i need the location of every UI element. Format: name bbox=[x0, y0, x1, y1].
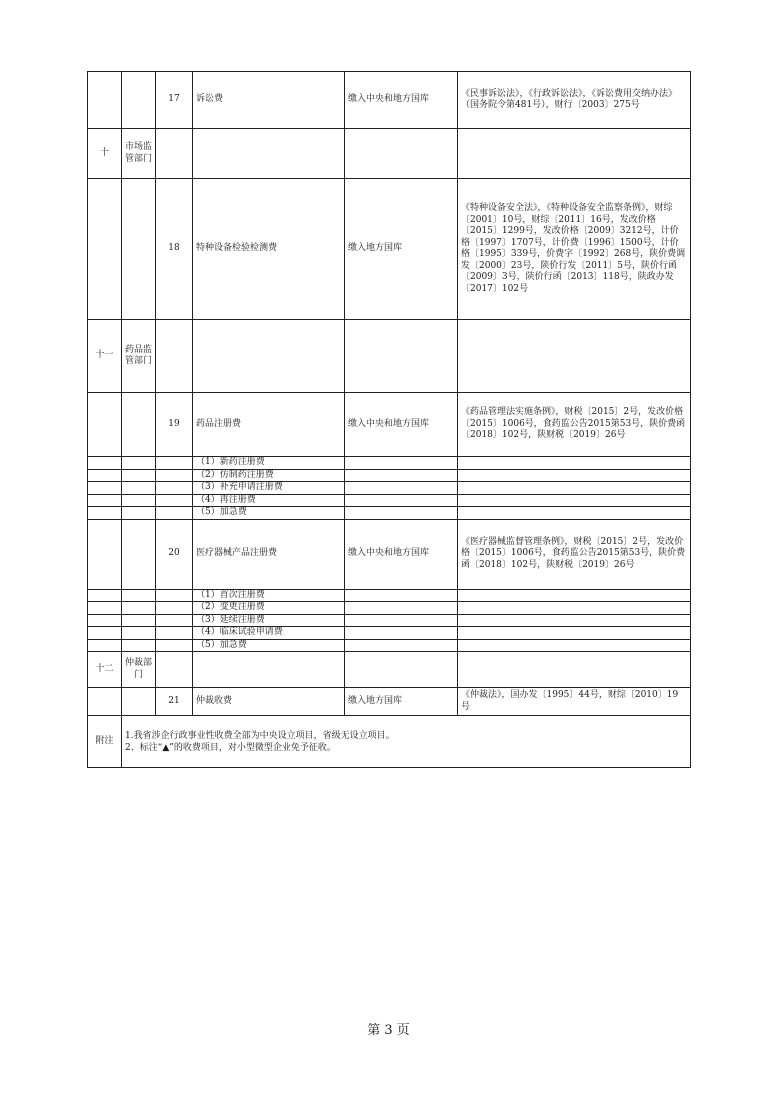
section-row bbox=[88, 129, 691, 179]
sub-fee-name: （2）变更注册费 bbox=[193, 602, 345, 615]
note-line: 2、标注“▲”的收费项目，对小型微型企业免予征收。 bbox=[125, 742, 336, 753]
table-row bbox=[88, 393, 691, 457]
department-name: 药品监管部门 bbox=[122, 320, 156, 393]
fee-name: 药品注册费 bbox=[193, 393, 345, 457]
sub-fee-name: （2）仿制药注册费 bbox=[193, 469, 345, 482]
department-name: 仲裁部门 bbox=[122, 652, 156, 688]
sub-fee-name: （5）加急费 bbox=[193, 507, 345, 520]
sub-row bbox=[88, 614, 691, 627]
fee-basis: 《医疗器械监督管理条例》，财税〔2015〕2号，发改价格〔2015〕1006号，食药监公告2015第53号，陕价费函〔2018〕102号，陕财税〔2019〕26号 bbox=[458, 519, 691, 589]
sub-row bbox=[88, 602, 691, 615]
sub-fee-name: （1）新药注册费 bbox=[193, 457, 345, 470]
section-row bbox=[88, 652, 691, 688]
seq-cell: 19 bbox=[156, 393, 193, 457]
table-row bbox=[88, 72, 691, 129]
table-row bbox=[88, 179, 691, 320]
fee-destination: 缴入中央和地方国库 bbox=[345, 519, 458, 589]
section-number: 十 bbox=[88, 129, 122, 179]
table-row bbox=[88, 688, 691, 716]
sub-row bbox=[88, 469, 691, 482]
fee-destination: 缴入地方国库 bbox=[345, 179, 458, 320]
sub-fee-name: （5）加急费 bbox=[193, 639, 345, 652]
sub-row bbox=[88, 507, 691, 520]
sub-row bbox=[88, 589, 691, 602]
sub-row bbox=[88, 494, 691, 507]
fee-destination: 缴入地方国库 bbox=[345, 688, 458, 716]
seq-cell: 21 bbox=[156, 688, 193, 716]
seq-cell: 18 bbox=[156, 179, 193, 320]
department-name: 市场监管部门 bbox=[122, 129, 156, 179]
table-row bbox=[88, 519, 691, 589]
sub-row bbox=[88, 482, 691, 495]
note-row bbox=[88, 716, 691, 768]
sub-row bbox=[88, 627, 691, 640]
note-text bbox=[122, 716, 691, 768]
sub-fee-name: （3）补充申请注册费 bbox=[193, 482, 345, 495]
seq-cell: 20 bbox=[156, 519, 193, 589]
fee-basis: 《仲裁法》，国办发〔1995〕44号，财综〔2010〕19号 bbox=[458, 688, 691, 716]
fee-destination: 缴入中央和地方国库 bbox=[345, 393, 458, 457]
section-row bbox=[88, 320, 691, 393]
section-number: 十一 bbox=[88, 320, 122, 393]
fee-table bbox=[87, 71, 691, 768]
fee-name: 特种设备检验检测费 bbox=[193, 179, 345, 320]
fee-name: 医疗器械产品注册费 bbox=[193, 519, 345, 589]
sub-fee-name: （4）临床试验申请费 bbox=[193, 627, 345, 640]
fee-basis: 《药品管理法实施条例》，财税〔2015〕2号，发改价格〔2015〕1006号，食药监公告2015第53号，陕价费函〔2018〕102号，陕财税〔2019〕26号 bbox=[458, 393, 691, 457]
fee-basis: 《特种设备安全法》，《特种设备安全监察条例》，财综〔2001〕10号，财综〔2011〕16号，发改价格〔2015〕1299号，发改价格〔2009〕3212号，计价格〔1997〕1707号，计价费〔1996〕1500号，计价格〔1995〕339号，价费字〔1992〕268号，陕价费调发〔2000〕23号，陕价行发〔2011〕5号，陕价行函〔2009〕3号，陕价行函〔2013〕118号，陕政办发〔2017〕102号 bbox=[458, 179, 691, 320]
note-line: 1.我省涉企行政事业性收费全部为中央设立项目，省级无设立项目。 bbox=[125, 730, 395, 741]
sub-row bbox=[88, 457, 691, 470]
page-number: 第 3 页 bbox=[367, 1023, 410, 1038]
note-label: 附注 bbox=[88, 716, 122, 768]
fee-basis: 《民事诉讼法》，《行政诉讼法》，《诉讼费用交纳办法》（国务院令第481号），财行〔2003〕275号 bbox=[458, 72, 691, 129]
sub-row bbox=[88, 639, 691, 652]
seq-cell: 17 bbox=[156, 72, 193, 129]
sub-fee-name: （1）首次注册费 bbox=[193, 589, 345, 602]
sub-fee-name: （4）再注册费 bbox=[193, 494, 345, 507]
fee-destination: 缴入中央和地方国库 bbox=[345, 72, 458, 129]
fee-name: 诉讼费 bbox=[193, 72, 345, 129]
section-number: 十二 bbox=[88, 652, 122, 688]
fee-name: 仲裁收费 bbox=[193, 688, 345, 716]
sub-fee-name: （3）延续注册费 bbox=[193, 614, 345, 627]
